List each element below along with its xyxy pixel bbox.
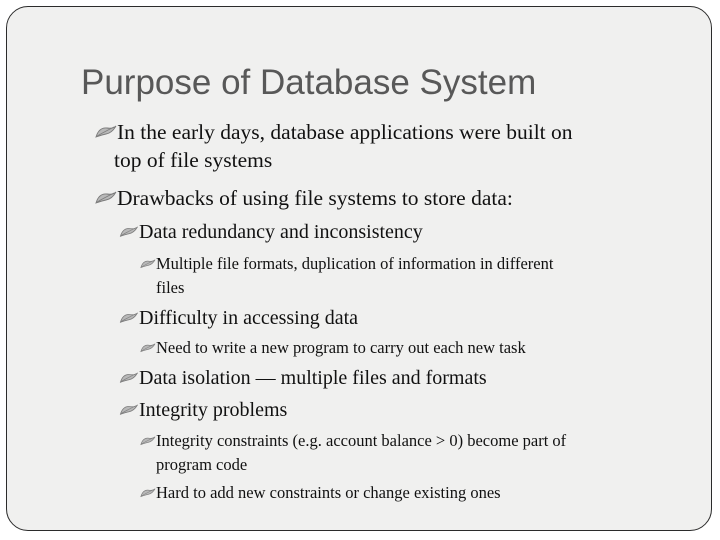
leaf-curl-bullet-icon (140, 259, 156, 269)
slide (6, 6, 712, 531)
leaf-curl-bullet-icon (119, 404, 139, 416)
bullet-item (140, 429, 566, 477)
bullet-text: Difficulty in accessing data (139, 307, 359, 329)
bullet-text-continuation: top of file systems (114, 148, 273, 172)
leaf-curl-bullet-icon (119, 226, 139, 238)
bullet-item (140, 252, 553, 300)
bullet-text: Drawbacks of using file systems to store data: (117, 186, 513, 210)
bullet-text: Need to write a new program to carry out each new task (156, 338, 526, 357)
leaf-curl-bullet-icon (140, 488, 156, 498)
bullet-text: Integrity constraints (e.g. account balance > 0) become part of (156, 431, 567, 450)
bullet-text: Multiple file formats, duplication of information in different (156, 254, 554, 273)
leaf-curl-bullet-icon (95, 125, 117, 139)
bullet-text: Integrity problems (139, 399, 288, 421)
bullet-item (119, 305, 358, 331)
leaf-curl-bullet-icon (119, 312, 139, 324)
bullet-item (119, 397, 287, 423)
slide-title: Purpose of Database System (81, 63, 537, 102)
leaf-curl-bullet-icon (95, 191, 117, 205)
bullet-item (119, 365, 487, 391)
bullet-text: Hard to add new constraints or change existing ones (156, 483, 501, 502)
bullet-text-continuation: files (156, 278, 185, 297)
bullet-text: Data isolation — multiple files and formats (139, 367, 487, 389)
bullet-text: Data redundancy and inconsistency (139, 221, 423, 243)
leaf-curl-bullet-icon (140, 436, 156, 446)
bullet-item (140, 336, 526, 360)
leaf-curl-bullet-icon (119, 372, 139, 384)
bullet-item (95, 184, 513, 212)
leaf-curl-bullet-icon (140, 343, 156, 353)
bullet-item (140, 481, 501, 505)
bullet-list (7, 7, 711, 530)
bullet-item (95, 118, 573, 174)
bullet-text-continuation: program code (156, 455, 248, 474)
bullet-item (119, 219, 423, 245)
bullet-text: In the early days, database applications were built on (117, 120, 573, 144)
